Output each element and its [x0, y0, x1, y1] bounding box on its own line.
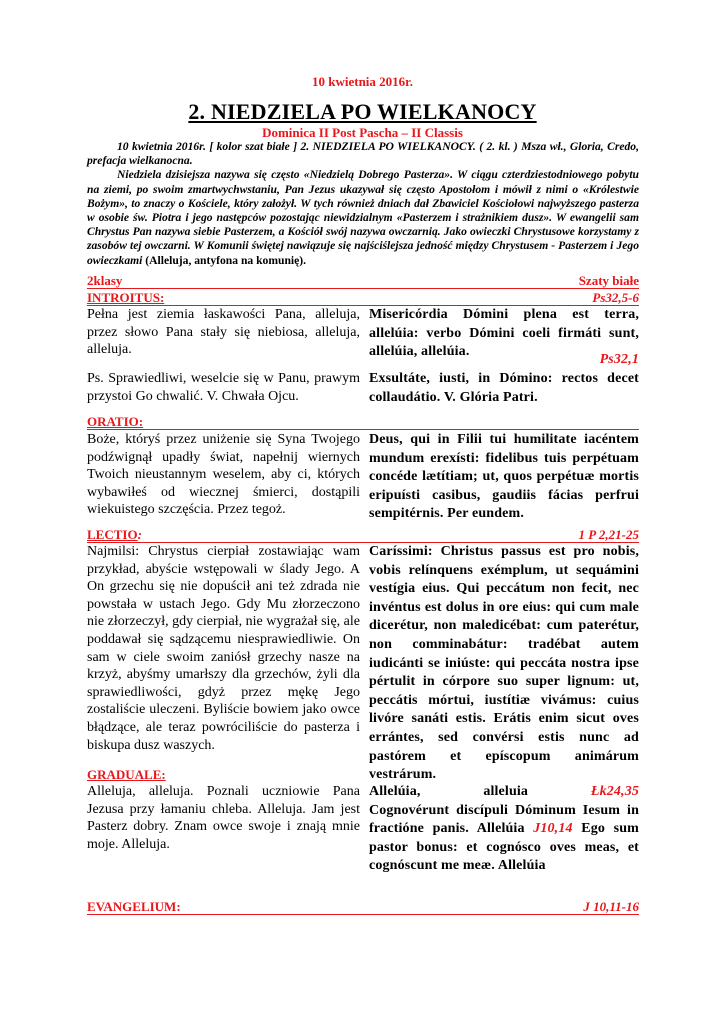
introitus-latin: Misericórdia Dómini plena est terra, allelúia: verbo Dómini coeli firmáti sunt, allelúia, allelúia.	[369, 307, 639, 360]
intro-paragraph-tail: (Alleluja, antyfona na komunię).	[145, 253, 307, 267]
graduale-polish: Alleluja, alleluja. Poznali uczniowie Pana Jezusa przy łamaniu chleba. Alleluja. Jam jest Pasterz dobry. Znam owce swoje i znają mnie moje. Alleluja.	[87, 784, 360, 852]
introitus-ref: Ps32,5-6	[592, 290, 639, 305]
intro-text	[87, 140, 639, 268]
section-lectio	[87, 527, 639, 543]
lectio-label: LECTIO	[87, 527, 138, 542]
vestment-color: Szaty białe	[578, 273, 639, 288]
lectio-latin: Caríssimi: Christus passus est pro nobis, vobis relínquens exémplum, ut sequámini vestígia eius. Qui peccátum non fecit, nec invéntus est dolus in ore eius: qui cum male dicerétur, non maledicébat: cum paterétur, non comminabátur: tradébat autem iudicánti se iniúste: qui peccáta nostra ipse pértulit in córpore suo super lignum: ut, peccátis mórtui, iustítiæ vivámus: cuius livóre sanáti estis. Erátis enim sicut oves errántes, sed convérsi estis nunc ad pastórem et epíscopum animárum vestrárum.	[369, 544, 639, 783]
page-title: 2. NIEDZIELA PO WIELKANOCY	[188, 99, 537, 124]
oratio-latin: Deus, qui in Filii tui humilitate iacéntem mundum erexísti: fidelibus tuis perpétuam concéde lætítiam; ut, quos perpétuæ mortis eripuísti casibus, gaudiis fácias perfrui sempitérnis. Per eundem.	[369, 432, 639, 522]
page-subtitle: Dominica II Post Pascha – II Classis	[262, 125, 463, 140]
graduale-latin	[369, 783, 639, 876]
graduale-ref-2: J10,14	[533, 821, 573, 837]
class-label: 2klasy	[87, 273, 123, 288]
graduale-label: GRADUALE:	[87, 767, 166, 782]
intro-paragraph	[87, 168, 639, 267]
graduale-latin-end: Ego sum pastor bonus: et cognósco oves meas, et cognóscunt me meæ. Allelúia	[369, 821, 639, 874]
section-oratio	[87, 414, 639, 430]
lectio-polish: Najmilsi: Chrystus cierpiał zostawiając wam przykład, abyście wstępowali w ślady Jego. A On grzechu się nie dopuścił ani też zdrada nie powstała w ustach Jego. Gdy Mu złorzeczono nie złorzeczył, gdy cierpiał, nie wygrażał się, ale poddawał się sądzącemu niesprawiedliwie. On sam w ciele swoim zaniósł grzechy nasze na krzyż, abyśmy umarłszy dla grzechów, żyli dla sprawiedliwości, gdyż przez mękę Jego zostaliście uleczeni. Byliście bowiem jako owce błądzące, ale teraz powróciliście do pasterza i biskupa dusz waszych.	[87, 544, 360, 753]
introitus-psalm-ref: Ps32,1	[599, 352, 639, 367]
section-evangelium	[87, 899, 639, 915]
introitus-label: INTROITUS:	[87, 290, 165, 305]
intro-line1: 10 kwietnia 2016r. [ kolor szat białe ] 2. NIEDZIELA PO WIELKANOCY. ( 2. kl. ) Msza wł., Gloria, Credo, prefacja wielkanocna.	[87, 140, 639, 168]
lectio-heading	[87, 528, 142, 542]
introitus-psalm-latin: Exsultáte, iusti, in Dómino: rectos decet collaudátio. V. Glória Patri.	[369, 371, 639, 405]
introitus-polish: Pełna jest ziemia łaskawości Pana, alleluja, przez słowo Pana stały się niebiosa, alleluja, alleluja.	[87, 307, 360, 358]
lectio-colon: :	[137, 527, 142, 542]
lectio-ref: 1 P 2,21-25	[578, 527, 639, 542]
graduale-latin-first-line	[369, 783, 639, 802]
introitus-psalm-polish: Ps. Sprawiedliwi, weselcie się w Panu, prawym przystoi Go chwalić. V. Chwała Ojcu.	[87, 371, 360, 404]
section-introitus	[87, 290, 639, 306]
oratio-polish: Boże, któryś przez uniżenie się Syna Twojego podźwignął upadły świat, napełnij wiernych Twoich nieustannym weselem, aby ci, których wybawiłeś od wiecznej śmierci, dostąpili wiekuistego szczęścia. Przez tegoż.	[87, 432, 360, 518]
graduale-ref-1: Łk24,35	[590, 784, 639, 799]
intro-paragraph-main: Niedziela dzisiejsza nazywa się często «Niedzielą Dobrego Pasterza». W ciągu czterdziestodniowego pobytu na ziemi, po swoim zmartwychwstaniu, Pan Jezus ukazywał się często Apostołom i mówił z nimi o «Królestwie Bożym», to znaczy o Kościele, który założył. W tych również dniach dał Zbawiciel Kościołowi najwyższego pasterza w osobie św. Piotra i jego następców pozostając niewidzialnym «Pasterzem i strażnikiem dusz». W ewangelii sam Chrystus Pan nazywa siebie Pasterzem, a Kościół swój nazywa owczarnią. Jako owieczki Chrystusowe korzystamy z zasobów tej owczarni. W Komunii świętej nawiązuje się najściślejsza jedność między Chrystusem - Pasterzem i Jego owieczkami	[87, 168, 639, 267]
section-graduale	[87, 767, 639, 782]
graduale-latin-cont: Cognovérunt discípuli Dóminum Iesum in fractióne panis. Allelúia	[369, 802, 639, 837]
oratio-label: ORATIO:	[87, 414, 144, 429]
graduale-alleluia-1: Allelúia,	[369, 784, 421, 799]
graduale-latin-body	[369, 802, 639, 876]
header-date: 10 kwietnia 2016r.	[312, 74, 413, 89]
evangelium-label: EVANGELIUM:	[87, 899, 181, 914]
evangelium-ref: J 10,11-16	[583, 899, 639, 914]
graduale-alleluia-2: alleluia	[483, 784, 529, 799]
class-bar	[87, 273, 639, 289]
